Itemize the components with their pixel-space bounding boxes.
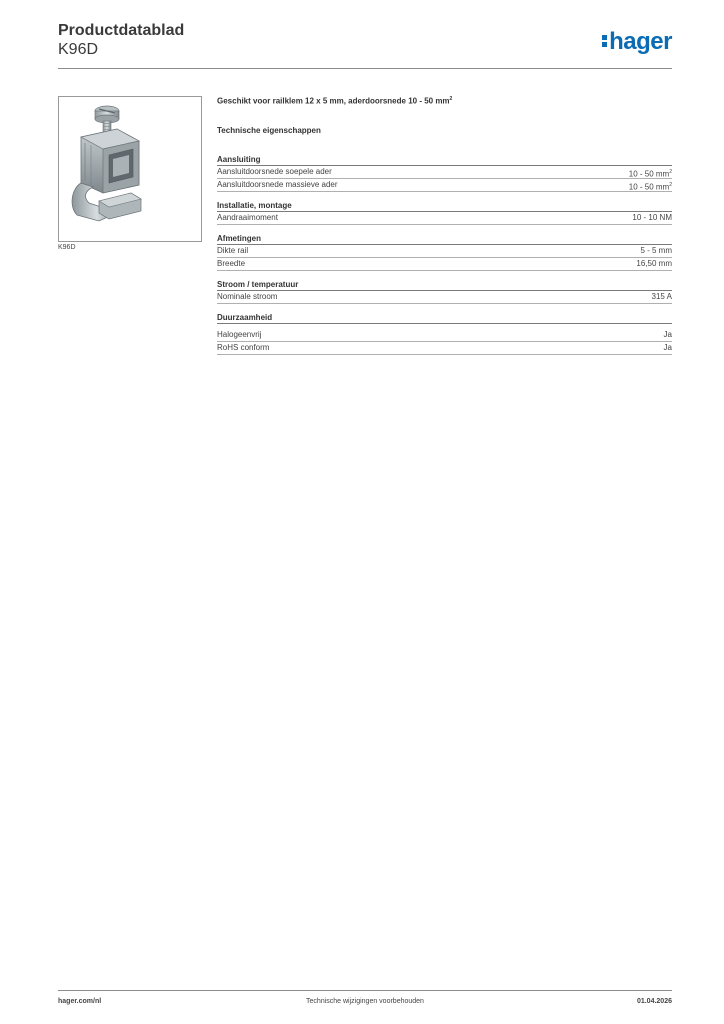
spec-row	[217, 258, 672, 271]
spec-row	[217, 342, 672, 355]
spec-row	[217, 291, 672, 304]
spec-value: 10 - 50 $mm^2$	[628, 182, 672, 192]
spec-value: 315 A	[651, 292, 672, 301]
specifications	[217, 96, 672, 355]
document-title: Productdatablad	[58, 22, 185, 39]
spec-group-current-temperature	[217, 280, 672, 304]
spec-row	[217, 166, 672, 179]
spec-label: Aansluitdoorsnede soepele ader	[217, 167, 332, 176]
spec-label: Halogeenvrij	[217, 330, 262, 339]
spec-row	[217, 329, 672, 342]
group-title: Stroom / temperatuur	[217, 280, 672, 291]
header-divider	[58, 68, 672, 69]
spec-value: 5 - 5 mm	[640, 246, 672, 255]
product-code: K96D	[58, 41, 99, 58]
group-title: Afmetingen	[217, 234, 672, 245]
product-image	[58, 96, 202, 242]
spec-row	[217, 179, 672, 192]
logo-dots-icon	[602, 33, 607, 49]
group-title: Installatie, montage	[217, 201, 672, 212]
spec-label: RoHS conform	[217, 343, 270, 352]
hager-logo	[602, 28, 672, 56]
spec-group-sustainability	[217, 313, 672, 355]
footer-date: 01.04.2026	[636, 998, 672, 1005]
spec-value: 10 - 50 $mm^2$	[628, 169, 672, 179]
technical-properties-heading: Technische eigenschappen	[217, 126, 321, 135]
group-title: Aansluiting	[217, 155, 672, 166]
terminal-clamp-illustration	[59, 97, 201, 241]
website-link[interactable]: hager.com/nl	[58, 998, 102, 1005]
product-description: Geschikt voor railklem 12 x 5 mm, aderdoorsnede 10 - 50 $mm^2$	[217, 96, 453, 106]
spec-label: Dikte rail	[217, 246, 249, 255]
spec-group-connection	[217, 155, 672, 192]
group-title: Duurzaamheid	[217, 313, 672, 324]
spec-value: Ja	[663, 330, 672, 339]
spec-row	[217, 212, 672, 225]
spec-value: 10 - 10 NM	[632, 213, 672, 222]
spec-label: Aandraaimoment	[217, 213, 278, 222]
spec-label: Breedte	[217, 259, 246, 268]
spec-row	[217, 245, 672, 258]
spec-value: Ja	[663, 343, 672, 352]
footer-note: Technische wijzigingen voorbehouden	[306, 998, 424, 1005]
spec-group-dimensions	[217, 234, 672, 271]
spec-group-installation	[217, 201, 672, 225]
footer-divider	[58, 990, 672, 991]
spec-label: Aansluitdoorsnede massieve ader	[217, 180, 338, 189]
logo-text: hager	[609, 28, 672, 55]
spec-value: 16,50 mm	[636, 259, 672, 268]
image-caption: K96D	[58, 244, 76, 251]
spec-label: Nominale stroom	[217, 292, 278, 301]
